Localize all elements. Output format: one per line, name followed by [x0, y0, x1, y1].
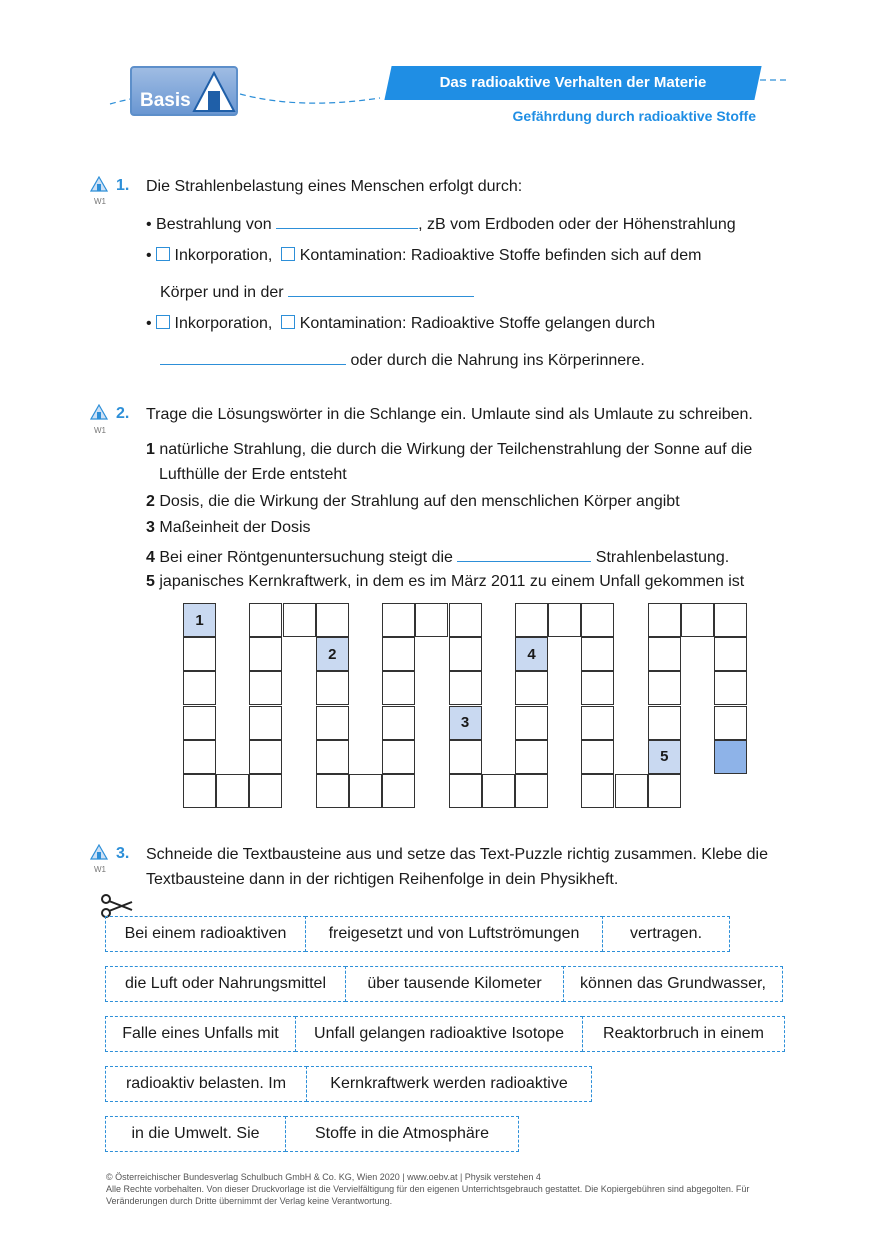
grid-cell[interactable] [382, 706, 415, 740]
bullet-text: Radioaktive Stoffe befinden sich auf dem [410, 247, 702, 264]
grid-cell[interactable] [714, 706, 747, 740]
grid-cell[interactable] [349, 774, 382, 808]
grid-cell[interactable] [648, 671, 681, 705]
grid-cell[interactable] [681, 603, 714, 637]
checkbox-kontamination[interactable] [281, 247, 295, 261]
puzzle-tile[interactable]: Falle eines Unfalls mit [105, 1016, 296, 1052]
clue-item [146, 572, 744, 592]
grid-cell[interactable] [183, 671, 216, 705]
bullet-item: • Inkorporation, Kontamination: Radioaktive Stoffe gelangen durch [146, 315, 656, 332]
puzzle-tile[interactable]: Bei einem radioaktiven [105, 916, 306, 952]
clue-number: 2 [146, 493, 155, 510]
bullet-text: oder durch die Nahrung ins Körperinnere. [350, 352, 645, 369]
question-prompt: Die Strahlenbelastung eines Menschen erfolgt durch: [146, 178, 523, 195]
clue-number: 1 [146, 441, 155, 458]
grid-cell[interactable] [449, 774, 482, 808]
grid-cell[interactable] [581, 740, 614, 774]
grid-cell[interactable] [515, 671, 548, 705]
bullet-continuation [160, 280, 474, 303]
page-title: Das radioaktive Verhalten der Materie [439, 74, 707, 91]
bullet-continuation [160, 348, 645, 371]
fill-in-blank[interactable] [288, 280, 474, 297]
grid-cell[interactable] [615, 774, 648, 808]
clue-text: japanisches Kernkraftwerk, in dem es im März 2011 zu einem Unfall gekommen ist [159, 573, 745, 590]
grid-cell-numbered[interactable]: 5 [648, 740, 681, 774]
grid-cell[interactable] [316, 706, 349, 740]
grid-cell[interactable] [548, 603, 581, 637]
option-label: Kontamination: [299, 247, 407, 264]
grid-cell[interactable] [449, 740, 482, 774]
triangle-logo-icon [192, 71, 236, 113]
bullet-item: • Inkorporation, Kontamination: Radioaktive Stoffe befinden sich auf dem [146, 247, 702, 264]
checkbox-kontamination[interactable] [281, 315, 295, 329]
grid-cell[interactable] [648, 774, 681, 808]
bullet-text: Körper und in der [160, 284, 284, 301]
footer-line: © Österreichischer Bundesverlag Schulbuch GmbH & Co. KG, Wien 2020 | www.oebv.at | Physik verstehen 4 [106, 1172, 541, 1182]
grid-cell[interactable] [382, 740, 415, 774]
grid-cell[interactable] [449, 603, 482, 637]
clue-text: natürliche Strahlung, die durch die Wirkung der Teilchenstrahlung der Sonne auf die [159, 441, 753, 458]
grid-cell[interactable] [648, 706, 681, 740]
puzzle-tile[interactable]: Reaktorbruch in einem [582, 1016, 785, 1052]
footer-line: Alle Rechte vorbehalten. Von dieser Druckvorlage ist die Vervielfältigung für den eigenen Unterrichtsgebrauch gestattet. Die Kopiergebühren sind abgegolten. Für [106, 1184, 750, 1194]
grid-cell[interactable] [216, 774, 249, 808]
bullet-text: Radioaktive Stoffe gelangen durch [410, 315, 656, 332]
grid-cell[interactable] [382, 603, 415, 637]
grid-cell[interactable] [249, 603, 282, 637]
grid-cell[interactable] [581, 671, 614, 705]
grid-cell[interactable] [515, 603, 548, 637]
puzzle-tile[interactable]: die Luft oder Nahrungsmittel [105, 966, 346, 1002]
grid-cell[interactable] [482, 774, 515, 808]
grid-cell-numbered[interactable]: 4 [515, 637, 548, 671]
puzzle-tile[interactable]: Kernkraftwerk werden radioaktive [306, 1066, 592, 1102]
grid-cell[interactable] [249, 637, 282, 671]
tile-row [106, 1066, 592, 1102]
clue-item [146, 518, 311, 538]
fill-in-blank[interactable] [457, 545, 591, 562]
puzzle-tile[interactable]: radioaktiv belasten. Im [105, 1066, 307, 1102]
grid-cell-numbered[interactable]: 1 [183, 603, 216, 637]
grid-cell[interactable] [316, 740, 349, 774]
grid-cell[interactable] [714, 637, 747, 671]
grid-cell-numbered[interactable]: 2 [316, 637, 349, 671]
grid-cell[interactable] [249, 740, 282, 774]
grid-cell[interactable] [183, 740, 216, 774]
grid-cell[interactable] [714, 671, 747, 705]
grid-cell[interactable] [581, 774, 614, 808]
grid-cell[interactable] [249, 774, 282, 808]
grid-cell[interactable] [382, 774, 415, 808]
clue-text: Dosis, die die Wirkung der Strahlung auf den menschlichen Körper angibt [159, 493, 680, 510]
basis-logo-label: Basis [140, 90, 191, 111]
clue-item [146, 545, 729, 568]
page-subtitle: Gefährdung durch radioaktive Stoffe [512, 108, 756, 124]
grid-cell[interactable] [316, 774, 349, 808]
option-label: Inkorporation, [174, 315, 273, 332]
grid-cell[interactable] [648, 637, 681, 671]
level-label: W1 [94, 865, 106, 874]
question-prompt: Trage die Lösungswörter in die Schlange ein. Umlaute sind als Umlaute zu schreiben. [146, 406, 753, 423]
puzzle-tile[interactable]: freigesetzt und von Luftströmungen [305, 916, 603, 952]
grid-cell[interactable] [581, 603, 614, 637]
grid-cell[interactable] [515, 774, 548, 808]
grid-cell[interactable] [714, 603, 747, 637]
grid-cell[interactable] [714, 740, 747, 774]
question-number: 3. [116, 845, 130, 862]
grid-cell[interactable] [283, 603, 316, 637]
question-prompt: Textbausteine dann in der richtigen Reihenfolge in dein Physikheft. [146, 871, 619, 888]
grid-cell[interactable] [183, 637, 216, 671]
clue-number: 3 [146, 519, 155, 536]
puzzle-tile[interactable]: über tausende Kilometer [345, 966, 564, 1002]
fill-in-blank[interactable] [160, 348, 346, 365]
question-number: 1. [116, 177, 130, 194]
footer-line: Veränderungen durch Dritte übernimmt der Verlag keine Verantwortung. [106, 1196, 393, 1206]
level-triangle-icon [90, 404, 108, 420]
grid-cell[interactable] [183, 706, 216, 740]
grid-cell[interactable] [183, 774, 216, 808]
bullet-text: , zB vom Erdboden oder der Höhenstrahlung [418, 216, 736, 233]
puzzle-tile[interactable]: Stoffe in die Atmosphäre [285, 1116, 519, 1152]
grid-cell[interactable] [449, 671, 482, 705]
checkbox-inkorporation[interactable] [156, 315, 170, 329]
option-label: Kontamination: [299, 315, 407, 332]
clue-text: Bei einer Röntgenuntersuchung steigt die [159, 549, 453, 566]
clue-item [146, 440, 752, 460]
puzzle-tile[interactable]: in die Umwelt. Sie [105, 1116, 286, 1152]
grid-cell[interactable] [249, 706, 282, 740]
fill-in-blank[interactable] [276, 212, 418, 229]
clue-continuation: Lufthülle der Erde entsteht [159, 466, 347, 483]
clue-number: 5 [146, 573, 155, 590]
grid-cell[interactable] [648, 603, 681, 637]
clue-text: Maßeinheit der Dosis [159, 519, 311, 536]
grid-cell[interactable] [581, 706, 614, 740]
clue-text: Strahlenbelastung. [595, 549, 730, 566]
grid-cell[interactable] [316, 603, 349, 637]
puzzle-tile[interactable]: Unfall gelangen radioaktive Isotope [295, 1016, 583, 1052]
grid-cell[interactable] [449, 637, 482, 671]
bullet-item: • Bestrahlung von , zB vom Erdboden oder der Höhenstrahlung [146, 212, 736, 235]
grid-cell-numbered[interactable]: 3 [449, 706, 482, 740]
grid-cell[interactable] [415, 603, 448, 637]
tile-row [106, 916, 730, 952]
grid-cell[interactable] [382, 671, 415, 705]
grid-cell[interactable] [515, 740, 548, 774]
tile-row [106, 966, 783, 1002]
grid-cell[interactable] [316, 671, 349, 705]
question-prompt: Schneide die Textbausteine aus und setze das Text-Puzzle richtig zusammen. Klebe die [146, 846, 768, 863]
grid-cell[interactable] [581, 637, 614, 671]
level-label: W1 [94, 197, 106, 206]
question-number: 2. [116, 405, 130, 422]
level-triangle-icon [90, 844, 108, 860]
puzzle-tile[interactable]: vertragen. [602, 916, 730, 952]
grid-cell[interactable] [249, 671, 282, 705]
option-label: Inkorporation, [174, 247, 273, 264]
bullet-text: Bestrahlung von [156, 216, 272, 233]
clue-item [146, 492, 680, 512]
tile-row [106, 1016, 785, 1052]
grid-cell[interactable] [515, 706, 548, 740]
grid-cell[interactable] [382, 637, 415, 671]
tile-row [106, 1116, 519, 1152]
level-triangle-icon [90, 176, 108, 192]
level-label: W1 [94, 426, 106, 435]
clue-number: 4 [146, 549, 155, 566]
checkbox-inkorporation[interactable] [156, 247, 170, 261]
puzzle-tile[interactable]: können das Grundwasser, [563, 966, 783, 1002]
basis-logo [130, 66, 238, 116]
footer [106, 1171, 786, 1207]
